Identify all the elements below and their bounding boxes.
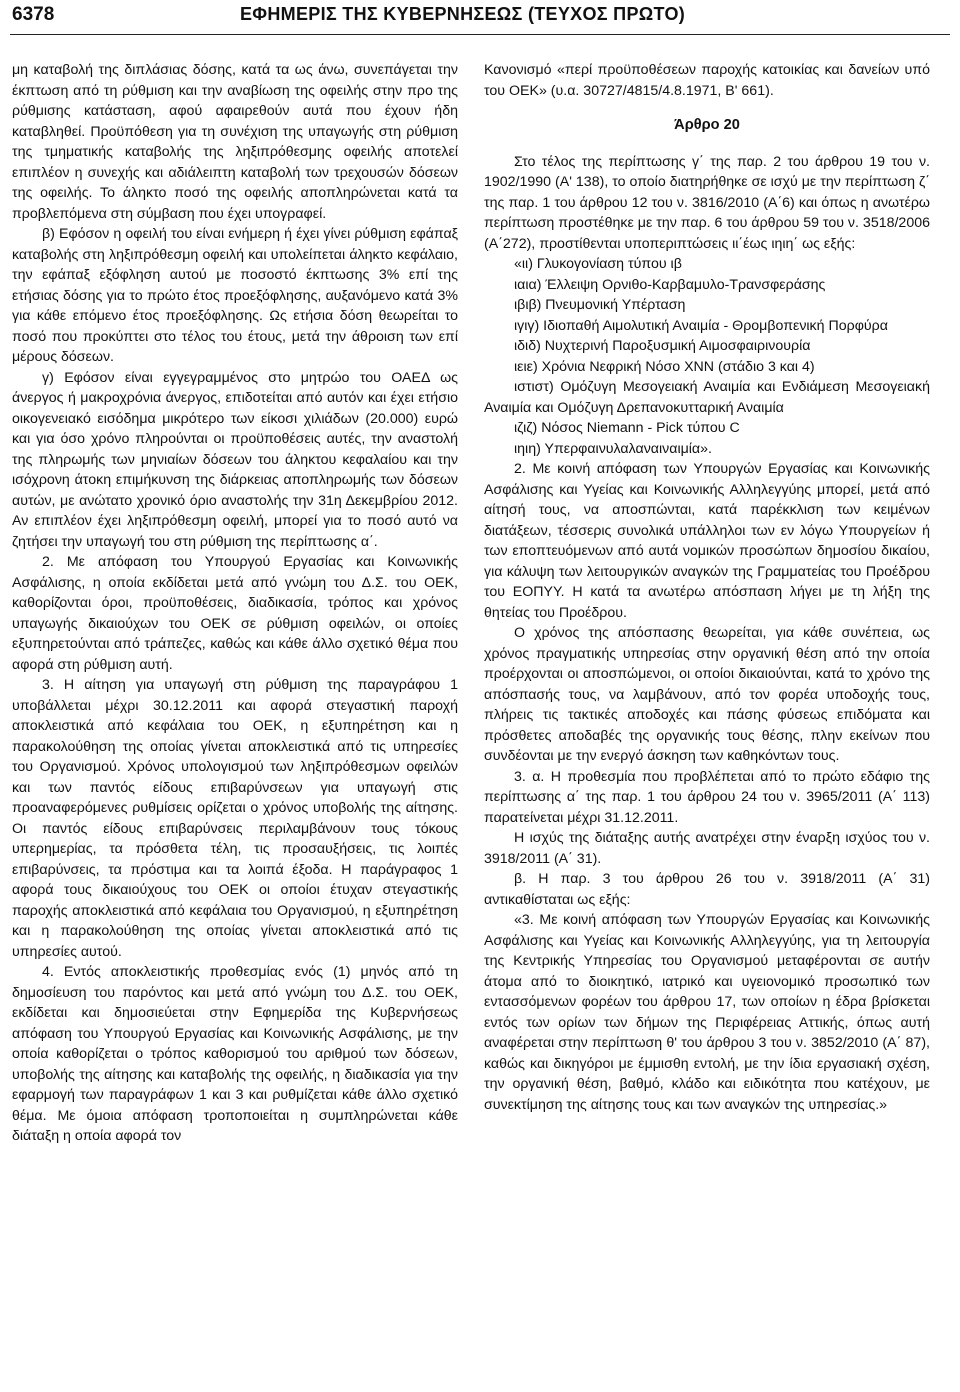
- paragraph: ιειε) Χρόνια Νεφρική Νόσο ΧΝΝ (στάδιο 3 και 4): [514, 358, 815, 375]
- paragraph: Στο τέλος της περίπτωσης γ΄ της παρ. 2 του άρθρου 19 του ν. 1902/1990 (Α' 138), το οποίο διατηρήθηκε σε ισχύ με την περίπτωση ζ΄ της παρ. 1 του άρθρου 12 του ν. 3816/2010 (Α΄6) και όπως η ανωτέρω περίπτωση προστέθηκε με την παρ. 6 του άρθρου 59 του ν. 3518/2006 (Α΄272), προστίθενται υποπεριπτώσεις ιι΄έως ιηιη΄ ως εξής:: [484, 153, 930, 252]
- article-title: Άρθρο 20: [674, 117, 740, 133]
- paragraph: ιβιβ) Πνευμονική Υπέρταση: [514, 297, 686, 313]
- page-header: [0, 0, 960, 30]
- paragraph: 3. Η αίτηση για υπαγωγή στη ρύθμιση της παραγράφου 1 υποβάλλεται μέχρι 30.12.2011 και αφορά στεγαστική παροχή αποκλειστικά από κεφάλαια του ΟΕΚ, η εξυπηρέτηση και η παρακολούθηση της οποίας γίνεται αποκλειστικά από τις υπηρεσίες του Οργανισμού. Χρόνος υπολογισμού των ληξιπρόθεσμων οφειλών και των παντός είδους επιβαρύνσεων για υπαγωγή στις προαναφερόμενες ρυθμίσεις ορίζεται ο χρόνος υποβολής της αίτησης. Οι παντός είδους επιβαρύνσεις περιλαμβάνουν τους τόκους υπερημερίας, τα πρόσθετα τέλη, τις προσαυξήσεις, τις λοιπές επιβαρύνσεις, τα πρόστιμα και τα λοιπά έξοδα. Η παράγραφος 1 αφορά τους δικαιούχους του ΟΕΚ οι οποίοι έτυχαν στεγαστικής παροχής αποκλειστικά από κεφάλαια του Οργανισμού, η εξυπηρέτηση και η παρακολούθηση της οποίας γίνεται αποκλειστικά από τις υπηρεσίες αυτού.: [12, 677, 458, 960]
- paragraph: ιηιη) Υπερφαινυλαλαναιναιμία».: [514, 440, 712, 457]
- paragraph: 2. Με απόφαση του Υπουργού Εργασίας και Κοινωνικής Ασφάλισης, η οποία εκδίδεται μετά από γνώμη του Δ.Σ. του ΟΕΚ, καθορίζονται όροι, προϋποθέσεις, διαδικασία, τρόπος και χρόνος υπαγωγής δικαιούχων του ΟΕΚ σε ρύθμιση οφειλών, οι οποίες εξυπηρετούνται από τράπεζες, καθώς και κάθε άλλο σχετικό θέμα που αφορά στη ρύθμιση αυτή.: [12, 554, 458, 673]
- paragraph: β. Η παρ. 3 του άρθρου 26 του ν. 3918/2011 (Α΄ 31) αντικαθίσταται ως εξής:: [484, 871, 930, 908]
- paragraph: Ο χρόνος της απόσπασης θεωρείται, για κάθε συνέπεια, ως χρόνος πραγματικής υπηρεσίας στην οργανική θέση από την οποία προέρχονται οι αποσπώμενοι, οι οποίοι δικαιούνται, κατά το χρόνο της απόσπασής τους, να λαμβάνουν, από τον φορέα υποδοχής τους, πλήρεις τις τακτικές αποδοχές και πάσης φύσεως επιδόματα και πρόσθετες αποδαβές της οργανικής τους θέσης, πλην εκείνων που συνδέονται με την ενεργό άσκηση των καθηκόντων τους.: [484, 625, 930, 764]
- paragraph: Κανονισμό «περί προϋποθέσεων παροχής κατοικίας και δανείων υπό του ΟΕΚ» (υ.α. 30727/4815/4.8.1971, Β' 661).: [484, 62, 930, 99]
- paragraph: ιστιστ) Ομόζυγη Μεσογειακή Αναιμία και Ενδιάμεση Μεσογειακή Αναιμία και Ομόζυγη Δρεπανοκυτταρική Αναιμία: [484, 379, 930, 416]
- paragraph: ιδιδ) Νυχτερινή Παροξυσμική Αιμοσφαιρινουρία: [514, 338, 811, 354]
- paragraph: 4. Εντός αποκλειστικής προθεσμίας ενός (1) μηνός από τη δημοσίευση του παρόντος και μετά από γνώμη του Δ.Σ. του ΟΕΚ, εκδίδεται και δημοσιεύεται στην Εφημερίδα της Κυβερνήσεως απόφαση του Υπουργού Εργασίας και Κοινωνικής Ασφάλισης, με την οποία καθορίζεται ο τρόπος καθορισμού του αριθμού των δόσεων, υποβολής της αίτησης και καταβολής της οφειλής, η διαδικασία για την εφαρμογή των παραγράφων 1 και 3 και ρυθμίζεται κάθε άλλο σχετικό θέμα. Με όμοια απόφαση τροποποιείται η συμπληρώνεται κάθε διάταξη η οποία αφορά τον: [12, 964, 458, 1144]
- paragraph: μη καταβολή της διπλάσιας δόσης, κατά τα ως άνω, συνεπάγεται την έκπτωση από τη ρύθμιση και την αναβίωση της οφειλής στην προ της ρύθμισης κατάσταση, αφού αφαιρεθούν αυτά που έχουν ήδη καταβληθεί. Προϋπόθεση για τη συνέχιση της υπαγωγής στη ρύθμιση της τμηματικής καταβολής της ληξιπρόθεσμης οφειλής αποτελεί επιπλέον η συνεχής και αδιάλειπτη καταβολή των τρεχουσών δόσεων της οφειλής. Το άληκτο ποσό της οφειλής αποπληρώνεται κατά τα προβλεπόμενα στη σύμβαση που έχει υπογραφεί.: [12, 62, 458, 222]
- left-column: [12, 60, 458, 1380]
- paragraph: 2. Με κοινή απόφαση των Υπουργών Εργασίας και Κοινωνικής Ασφάλισης και Υγείας και Κοινωνικής Αλληλεγγύης μπορεί, μετά από αίτησή τους, να αποσπώνται, κατά παρέκκλιση των κειμένων διατάξεων, τέσσερις συνολικά υπάλληλοι των εν λόγω Υπουργείων ή των εποπτευόμενων από αυτά νομικών προσώπων δημοσίου δικαίου, για κάλυψη των λειτουργικών αναγκών της Γραμματείας του Προέδρου του ΕΟΠΥΥ. Η κατά τα ανωτέρω απόσπαση λήγει με τη λήξη της θητείας του Προέδρου.: [484, 461, 930, 621]
- paragraph: «ιι) Γλυκογονίαση τύπου ιβ: [514, 256, 682, 272]
- paragraph: Η ισχύς της διάταξης αυτής ανατρέχει στην έναρξη ισχύος του ν. 3918/2011 (Α΄ 31).: [484, 830, 930, 867]
- paragraph: β) Εφόσον η οφειλή του είναι ενήμερη ή έχει γίνει ρύθμιση εφάπαξ καταβολής στη ληξιπρόθεσμη οφειλή και υπολείπεται άληκτο κεφάλαιο, την εφάπαξ εξόφληση αυτού με ποσοστό έκπτωσης 3% επί της ετήσιας δόσης για το πρώτο έτος προεξόφλησης, αυξανόμενο κατά 3% για κάθε επόμενο έτος προεξόφλησης. Ως ετήσια δόση θεωρείται το ποσό που προκύπτει στο τέλος του έτους, μετά την άθροιση των επί μέρους δόσεων.: [12, 226, 458, 365]
- page-number: 6378: [12, 4, 55, 25]
- paragraph: «3. Με κοινή απόφαση των Υπουργών Εργασίας και Κοινωνικής Ασφάλισης και Υγείας και Κοινωνικής Αλληλεγγύης, για τη λειτουργία της Κεντρικής Υπηρεσίας του Οργανισμού μεταφέρονται σε αυτήν άτομα από το διοικητικό, ιατρικό και υγειονομικό προσωπικό των εντασσόμενων φορέων του άρθρου 17, των οποίων η έδρα βρίσκεται εντός των ορίων των δήμων της Περιφέρειας Αττικής, όπως αυτή αναφέρεται στην περίπτωση θ' του άρθρου 3 του ν. 3852/2010 (Α΄ 87), καθώς και δικηγόροι με έμμισθη εντολή, με την ίδια εργασιακή σχέση, την οργανική θέση, βαθμό, κλάδο και ειδικότητα που κατέχουν, με συνεκτίμηση της αίτησης τους και των αναγκών της υπηρεσίας.»: [484, 912, 930, 1113]
- paragraph: ιζιζ) Νόσος Niemann - Pick τύπου C: [514, 420, 740, 436]
- right-column: [484, 60, 930, 1380]
- paragraph: γ) Εφόσον είναι εγγεγραμμένος στο μητρώο του ΟΑΕΔ ως άνεργος ή μακροχρόνια άνεργος, επιδοτείται από αυτόν και έχει ετήσιο οικογενειακό εισόδημα μικρότερο των είκοσι χιλιάδων (20.000) ευρώ και για όσο χρόνο πληρούνται οι προϋποθέσεις αυτές, την αναστολή της πληρωμής των μηνιαίων δόσεων του άληκτου κεφαλαίου και την ισόχρονη άτοκη επιμήκυνση της διάρκειας αποπληρωμής των δόσεων αυτών, με ανώτατο χρονικό όριο αναστολής την 31η Δεκεμβρίου 2012. Αν επιπλέον έχει ληξιπρόθεσμη οφειλή, μπορεί για το ποσό αυτό να ζητήσει την υπαγωγή του στη ρύθμιση της περίπτωσης α΄.: [12, 369, 458, 550]
- header-rule: [10, 34, 950, 35]
- gazette-title: ΕΦΗΜΕΡΙΣ ΤΗΣ ΚΥΒΕΡΝΗΣΕΩΣ (ΤΕΥΧΟΣ ΠΡΩΤΟ): [240, 4, 686, 24]
- paragraph: ιαια) Έλλειψη Ορνιθο-Καρβαμυλο-Τρανσφεράσης: [514, 276, 826, 293]
- paragraph: ιγιγ) Ιδιοπαθή Αιμολυτική Αναιμία - Θρομβοπενική Πορφύρα: [514, 317, 888, 334]
- paragraph: 3. α. Η προθεσμία που προβλέπεται από το πρώτο εδάφιο της περίπτωσης α΄ της παρ. 1 του άρθρου 24 του ν. 3965/2011 (Α΄ 113) παρατείνεται μέχρι 31.12.2011.: [484, 768, 930, 826]
